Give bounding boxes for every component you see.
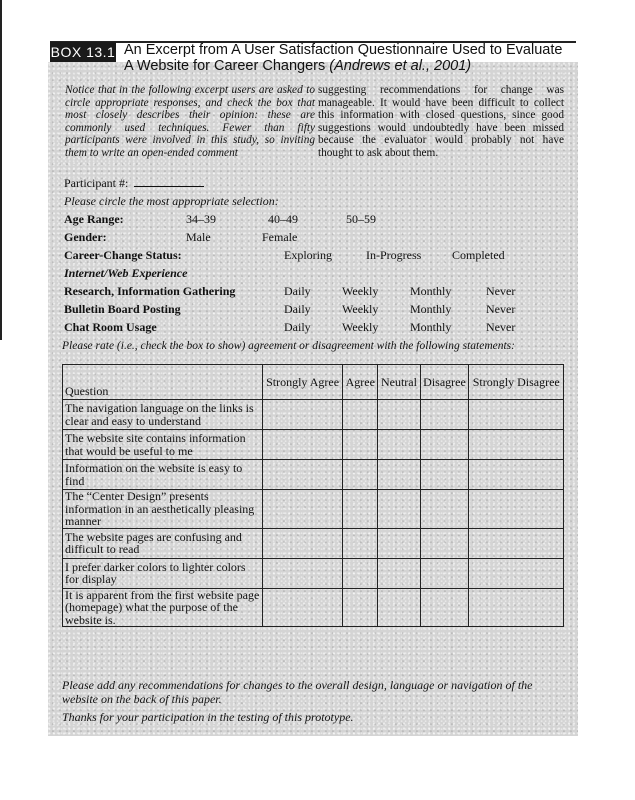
rating-box[interactable]	[263, 460, 343, 490]
usage-option[interactable]: Never	[486, 284, 516, 298]
rating-box[interactable]	[343, 430, 378, 460]
rating-box[interactable]	[263, 588, 343, 627]
rating-box[interactable]	[469, 430, 564, 460]
table-row	[63, 400, 564, 430]
question-cell: Information on the website is easy to find	[63, 460, 263, 490]
column-header-strongly-agree: Strongly Agree	[263, 365, 343, 400]
rating-box[interactable]	[420, 558, 469, 588]
usage-label: Bulletin Board Posting	[64, 302, 181, 316]
rating-box[interactable]	[343, 460, 378, 490]
gender-label: Gender:	[64, 230, 107, 244]
usage-label: Chat Room Usage	[64, 320, 157, 334]
participant-line	[64, 176, 204, 191]
rating-table	[62, 364, 564, 627]
rating-box[interactable]	[343, 400, 378, 430]
rating-box[interactable]	[378, 460, 420, 490]
column-header-neutral: Neutral	[378, 365, 420, 400]
rating-box[interactable]	[343, 558, 378, 588]
participant-label: Participant #:	[64, 176, 129, 190]
usage-option[interactable]: Monthly	[410, 284, 452, 298]
usage-option[interactable]: Daily	[284, 284, 311, 298]
rating-box[interactable]	[378, 528, 420, 558]
instruction-rate: Please rate (i.e., check the box to show) agreement or disagreement with the following statements:	[62, 340, 515, 352]
usage-option[interactable]: Daily	[284, 302, 311, 316]
question-cell: I prefer darker colors to lighter colors for display	[63, 558, 263, 588]
recommend-note: Please add any recommendations for changes to the overall design, language or navigation of the website on the back of this paper.	[62, 678, 533, 706]
rating-box[interactable]	[469, 588, 564, 627]
rating-box[interactable]	[469, 528, 564, 558]
rating-box[interactable]	[343, 528, 378, 558]
box-title-text: An Excerpt from A User Satisfaction Questionnaire Used to Evaluate A Website for Career Changers	[124, 42, 563, 74]
age-label: Age Range:	[64, 212, 124, 226]
rating-box[interactable]	[378, 558, 420, 588]
instruction-circle: Please circle the most appropriate selection:	[64, 194, 279, 208]
rating-box[interactable]	[263, 558, 343, 588]
intro-left-column: Notice that in the following excerpt users are asked to circle appropriate responses, and check the box that most closely describes their opinion: these are commonly used techniques. Fewer than fifty participants were involved in this study, so inviting them to write an open-ended comment	[65, 84, 315, 159]
age-option[interactable]: 40–49	[268, 212, 298, 226]
rating-box[interactable]	[420, 460, 469, 490]
table-row	[63, 528, 564, 558]
usage-option[interactable]: Weekly	[342, 284, 379, 298]
participant-blank[interactable]	[134, 176, 204, 187]
rating-box[interactable]	[420, 490, 469, 529]
career-option[interactable]: In-Progress	[366, 248, 422, 262]
age-option[interactable]: 50–59	[346, 212, 376, 226]
rating-box[interactable]	[469, 400, 564, 430]
table-header-row	[63, 365, 564, 400]
box-title	[124, 42, 574, 74]
question-cell: The website site contains information that would be useful to me	[63, 430, 263, 460]
rating-box[interactable]	[378, 588, 420, 627]
table-row	[63, 430, 564, 460]
box-citation: (Andrews et al., 2001)	[329, 58, 472, 74]
usage-label: Research, Information Gathering	[64, 284, 236, 298]
thanks-note: Thanks for your participation in the testing of this prototype.	[62, 710, 354, 724]
box-tag: BOX 13.1	[50, 44, 116, 60]
question-cell: The website pages are confusing and difficult to read	[63, 528, 263, 558]
usage-option[interactable]: Never	[486, 302, 516, 316]
question-cell: It is apparent from the first website page (homepage) what the purpose of the website is.	[63, 588, 263, 627]
question-cell: The “Center Design” presents information in an aesthetically pleasing manner	[63, 490, 263, 529]
career-label: Career-Change Status:	[64, 248, 182, 262]
column-header-strongly-disagree: Strongly Disagree	[469, 365, 564, 400]
career-option[interactable]: Exploring	[284, 248, 332, 262]
rating-box[interactable]	[263, 490, 343, 529]
usage-option[interactable]: Never	[486, 320, 516, 334]
rating-box[interactable]	[420, 588, 469, 627]
rating-box[interactable]	[378, 430, 420, 460]
rating-box[interactable]	[420, 528, 469, 558]
rating-box[interactable]	[469, 490, 564, 529]
usage-option[interactable]: Weekly	[342, 320, 379, 334]
rating-box[interactable]	[343, 490, 378, 529]
rating-box[interactable]	[469, 460, 564, 490]
column-header-agree: Agree	[343, 365, 378, 400]
usage-option[interactable]: Monthly	[410, 320, 452, 334]
table-row	[63, 558, 564, 588]
gender-option[interactable]: Male	[186, 230, 211, 244]
rating-box[interactable]	[378, 400, 420, 430]
career-option[interactable]: Completed	[452, 248, 505, 262]
usage-option[interactable]: Daily	[284, 320, 311, 334]
table-row	[63, 588, 564, 627]
rating-box[interactable]	[378, 490, 420, 529]
intro-right-column: suggesting recommendations for change was manageable. It would have been difficult to collect this information with closed questions, since good suggestions would undoubtedly have been missed because the evaluator would probably not have thought to ask about them.	[318, 84, 564, 159]
table-row	[63, 490, 564, 529]
usage-option[interactable]: Weekly	[342, 302, 379, 316]
rating-box[interactable]	[420, 430, 469, 460]
age-option[interactable]: 34–39	[186, 212, 216, 226]
gender-option[interactable]: Female	[262, 230, 298, 244]
rating-box[interactable]	[469, 558, 564, 588]
column-header-disagree: Disagree	[420, 365, 469, 400]
internet-heading: Internet/Web Experience	[64, 266, 188, 280]
rating-box[interactable]	[343, 588, 378, 627]
question-cell: The navigation language on the links is clear and easy to understand	[63, 400, 263, 430]
rating-box[interactable]	[263, 430, 343, 460]
rating-box[interactable]	[420, 400, 469, 430]
table-row	[63, 460, 564, 490]
column-header-question: Question	[63, 365, 263, 400]
rating-box[interactable]	[263, 528, 343, 558]
margin-rule	[0, 0, 2, 340]
rating-box[interactable]	[263, 400, 343, 430]
usage-option[interactable]: Monthly	[410, 302, 452, 316]
